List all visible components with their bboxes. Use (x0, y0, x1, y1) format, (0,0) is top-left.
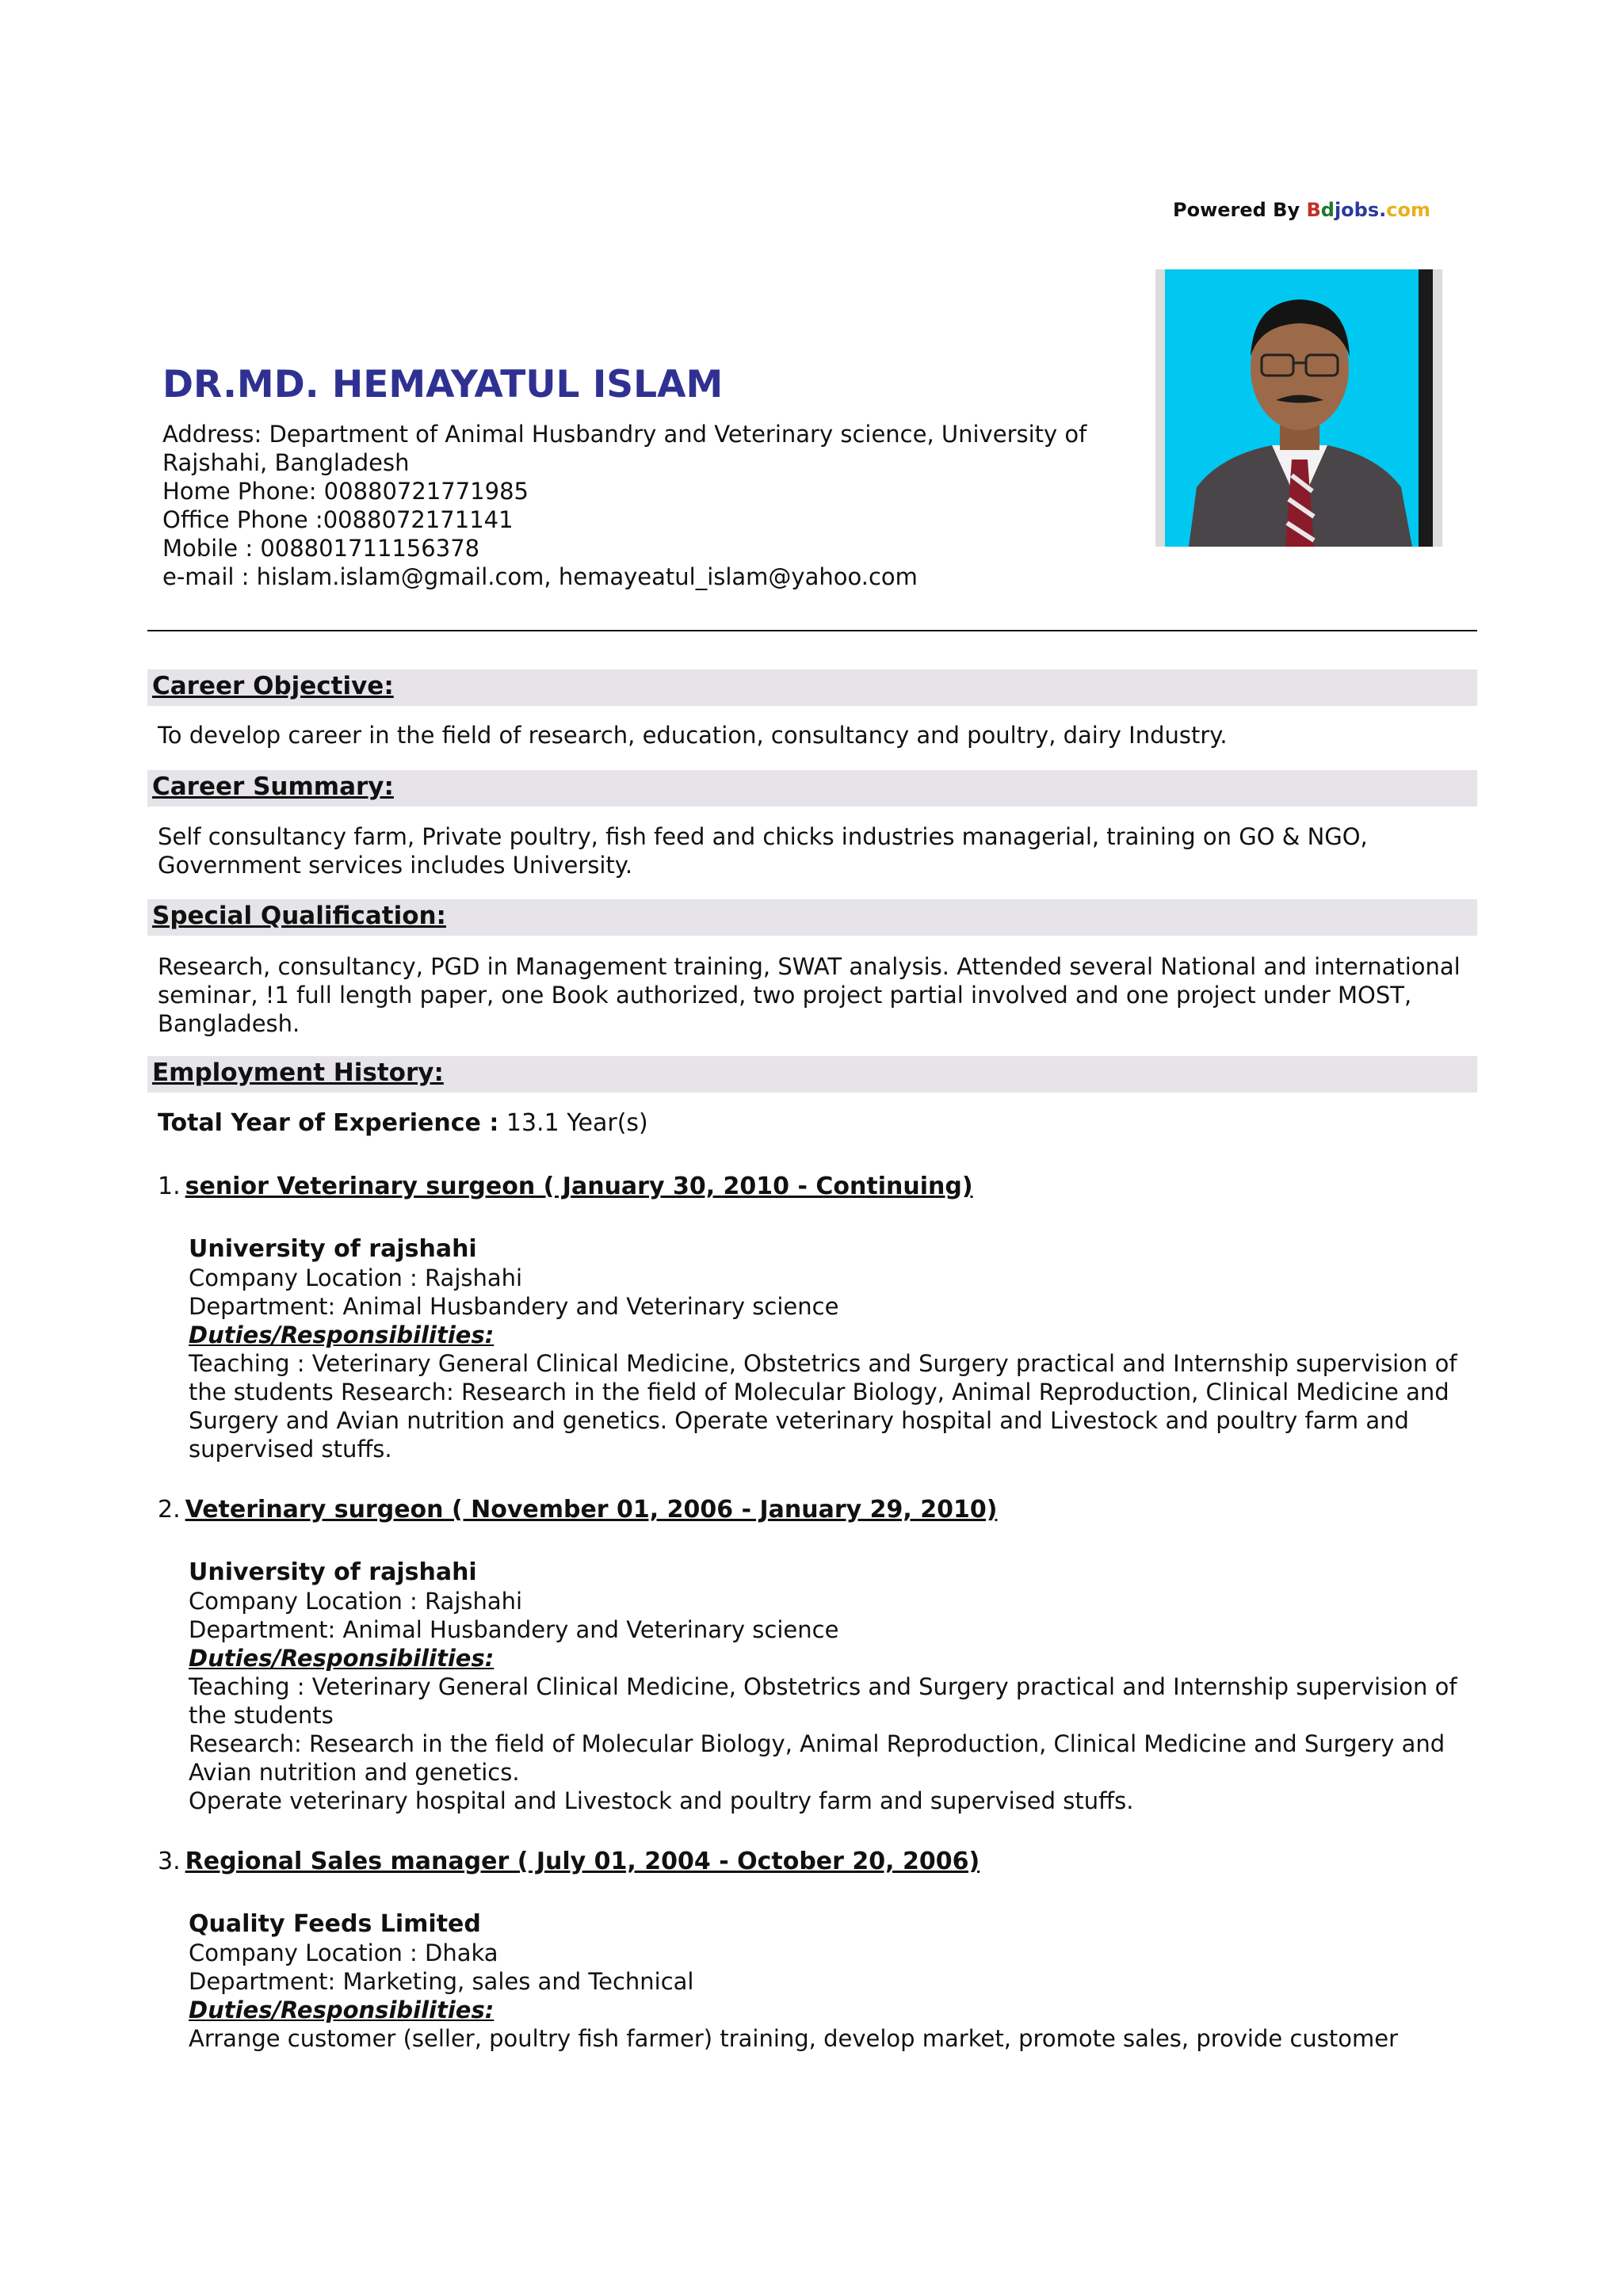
company-location: Company Location : Rajshahi (189, 1588, 523, 1615)
duties-label: Duties/Responsibilities: (189, 1322, 495, 1348)
company-name: Quality Feeds Limited (189, 1910, 481, 1938)
company-location: Company Location : Rajshahi (189, 1264, 523, 1291)
total-experience-value: 13.1 Year(s) (498, 1109, 648, 1137)
duties-label: Duties/Responsibilities: (189, 1645, 495, 1672)
brand-dot: . (1379, 199, 1387, 221)
email: e-mail : hislam.islam@gmail.com, hemayeatul_islam@yahoo.com (162, 563, 918, 590)
duties-text: Teaching : Veterinary General Clinical Medicine, Obstetrics and Surgery practical and Internship supervision of the students (189, 1673, 1457, 1729)
duties-text: Operate veterinary hospital and Livestock and poultry farm and supervised stuffs. (189, 1787, 1134, 1814)
brand-com: com (1386, 199, 1430, 221)
career-summary-heading (147, 770, 1477, 807)
employment-history-heading (147, 1056, 1477, 1093)
profile-photo (1155, 269, 1442, 547)
job-number: 1. (158, 1173, 181, 1200)
job-title-row (158, 1848, 980, 1875)
job-title-row (158, 1173, 973, 1200)
special-qualification-heading-text: Special Qualification: (152, 902, 446, 930)
career-summary-heading-text: Career Summary: (152, 772, 394, 801)
contact-block (162, 420, 1113, 591)
powered-by (1173, 199, 1430, 221)
job-title: Veterinary surgeon ( November 01, 2006 - January 29, 2010) (185, 1496, 998, 1524)
home-phone: Home Phone: 00880721771985 (162, 478, 529, 505)
career-objective-text: To develop career in the field of research, education, consultancy and poultry, dairy Industry. (158, 722, 1228, 749)
duties-label: Duties/Responsibilities: (189, 1997, 495, 2023)
job-details (189, 1235, 1480, 1463)
candidate-name: DR.MD. HEMAYATUL ISLAM (162, 363, 724, 406)
brand-d: d (1320, 199, 1335, 221)
address: Address: Department of Animal Husbandry and Veterinary science, University of Rajshahi, Bangladesh (162, 421, 1087, 476)
total-experience (158, 1109, 648, 1137)
job-number: 2. (158, 1496, 181, 1524)
special-qualification-heading (147, 899, 1477, 936)
job-number: 3. (158, 1848, 181, 1875)
duties-text: Research: Research in the field of Molecular Biology, Animal Reproduction, Clinical Medicine and Surgery and Avian nutrition and genetics. (189, 1730, 1445, 1786)
employment-history-heading-text: Employment History: (152, 1058, 444, 1087)
career-summary-text: Self consultancy farm, Private poultry, fish feed and chicks industries managerial, training on GO & NGO, Government services includes University. (158, 823, 1368, 879)
mobile-phone: Mobile : 008801711156378 (162, 535, 480, 562)
job-details (189, 1558, 1480, 1815)
brand-jobs: jobs (1334, 199, 1380, 221)
department: Department: Animal Husbandery and Veterinary science (189, 1293, 839, 1320)
department: Department: Marketing, sales and Technical (189, 1968, 694, 1995)
company-name: University of rajshahi (189, 1235, 477, 1263)
job-details (189, 1910, 1480, 2053)
company-location: Company Location : Dhaka (189, 1939, 498, 1966)
duties-text: Arrange customer (seller, poultry fish farmer) training, develop market, promote sales, provide customer (189, 2025, 1399, 2052)
total-experience-label: Total Year of Experience : (158, 1109, 499, 1137)
career-objective-heading-text: Career Objective: (152, 672, 394, 700)
job-title: senior Veterinary surgeon ( January 30, 2010 - Continuing) (185, 1173, 973, 1200)
brand-b: B (1306, 199, 1321, 221)
special-qualification-text: Research, consultancy, PGD in Management training, SWAT analysis. Attended several National and international seminar, !1 full length paper, one Book authorized, two project partial involved and one project under MOST, Bangladesh. (158, 953, 1461, 1037)
career-objective-heading (147, 669, 1477, 706)
portrait-image (1165, 269, 1433, 547)
office-phone: Office Phone :0088072171141 (162, 506, 514, 533)
duties-text: Teaching : Veterinary General Clinical Medicine, Obstetrics and Surgery practical and Internship supervision of the students Research: Research in the field of Molecular Biology, Animal Reproduction, Clinical Medicine and Surgery and Avian nutrition and genetics. Operate veterinary hospital and Livestock and poultry farm and supervised stuffs. (189, 1350, 1457, 1463)
header-divider (147, 630, 1477, 631)
department: Department: Animal Husbandery and Veterinary science (189, 1616, 839, 1643)
company-name: University of rajshahi (189, 1558, 477, 1586)
powered-by-prefix: Powered By (1173, 199, 1307, 221)
job-title-row (158, 1496, 997, 1524)
job-title: Regional Sales manager ( July 01, 2004 - October 20, 2006) (185, 1848, 980, 1875)
